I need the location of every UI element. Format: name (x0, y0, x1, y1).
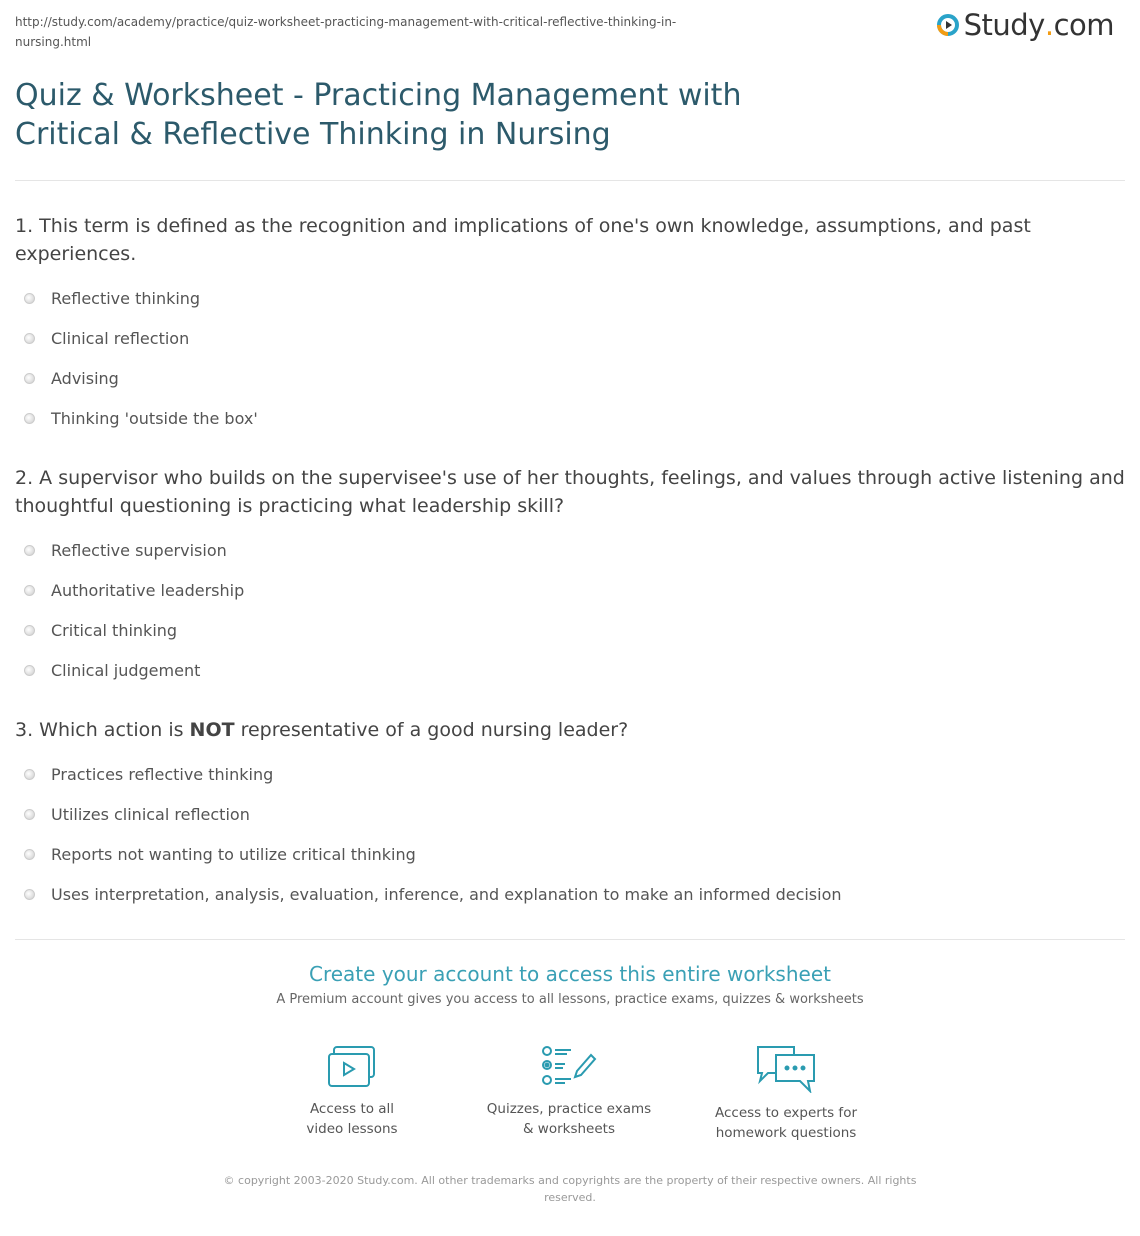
logo-dot: . (1044, 8, 1054, 42)
radio-icon[interactable] (24, 809, 35, 820)
radio-icon[interactable] (24, 769, 35, 780)
radio-icon[interactable] (24, 889, 35, 900)
option[interactable] (15, 834, 1125, 874)
radio-icon[interactable] (24, 333, 35, 344)
question-2 (15, 464, 1125, 690)
option[interactable] (15, 530, 1125, 570)
radio-icon[interactable] (24, 665, 35, 676)
page-url: http://study.com/academy/practice/quiz-worksheet-practicing-management-with-critical-reflective-thinking-in-nursing.html (15, 15, 677, 49)
question-text: 1. This term is defined as the recognition and implications of one's own knowledge, assumptions, and past experiences. (15, 215, 1031, 265)
radio-icon[interactable] (24, 293, 35, 304)
copyright-footer: © copyright 2003-2020 Study.com. All other trademarks and copyrights are the property of their respective owners. All rights reserved. (223, 1174, 917, 1204)
logo-text: Study (963, 8, 1045, 42)
divider (15, 180, 1125, 181)
option[interactable] (15, 358, 1125, 398)
radio-icon[interactable] (24, 625, 35, 636)
question-text-post: representative of a good nursing leader? (234, 719, 629, 741)
play-logo-icon (936, 13, 960, 37)
radio-icon[interactable] (24, 413, 35, 424)
option[interactable] (15, 754, 1125, 794)
feature-label: Quizzes, practice exams (486, 1101, 652, 1117)
option-label: Utilizes clinical reflection (51, 804, 250, 824)
quiz-list-icon (541, 1045, 597, 1089)
video-icon (327, 1045, 377, 1089)
option-label: Thinking 'outside the box' (51, 408, 258, 428)
radio-icon[interactable] (24, 849, 35, 860)
question-3 (15, 716, 1125, 914)
study-logo[interactable] (936, 8, 1114, 42)
option-label: Clinical reflection (51, 328, 190, 348)
option-label: Practices reflective thinking (51, 764, 274, 784)
option[interactable] (15, 650, 1125, 690)
option[interactable] (15, 398, 1125, 438)
question-text (15, 716, 1125, 744)
question-text: 2. A supervisor who builds on the supervisee's use of her thoughts, feelings, and values through active listening and thoughtful questioning is practicing what leadership skill? (15, 467, 1125, 517)
option-label: Advising (51, 368, 119, 388)
option-label: Reflective thinking (51, 288, 201, 308)
option-label: Uses interpretation, analysis, evaluation, inference, and explanation to make an informed decision (51, 884, 842, 904)
option[interactable] (15, 318, 1125, 358)
feature-experts (686, 1045, 886, 1143)
radio-icon[interactable] (24, 585, 35, 596)
option-label: Reflective supervision (51, 540, 227, 560)
chat-bubbles-icon (754, 1045, 818, 1093)
question-1 (15, 212, 1125, 438)
radio-icon[interactable] (24, 373, 35, 384)
feature-label: Access to experts for (714, 1105, 857, 1121)
feature-label: homework questions (715, 1125, 857, 1141)
feature-label: Access to all (309, 1101, 395, 1117)
option-label: Authoritative leadership (51, 580, 245, 600)
logo-suffix: com (1053, 8, 1114, 42)
option-label: Reports not wanting to utilize critical thinking (51, 844, 416, 864)
create-account-link[interactable]: Create your account to access this entire worksheet (309, 962, 831, 986)
page-title: Quiz & Worksheet - Practicing Management with Critical & Reflective Thinking in Nursing (15, 78, 742, 152)
question-text-pre: 3. Which action is (15, 719, 190, 741)
option[interactable] (15, 874, 1125, 914)
option-label: Clinical judgement (51, 660, 201, 680)
radio-icon[interactable] (24, 545, 35, 556)
divider (15, 939, 1125, 940)
feature-quizzes (469, 1045, 669, 1139)
feature-video-lessons (252, 1045, 452, 1139)
option[interactable] (15, 570, 1125, 610)
cta-subtitle: A Premium account gives you access to all lessons, practice exams, quizzes & worksheets (276, 992, 864, 1007)
option[interactable] (15, 610, 1125, 650)
option[interactable] (15, 794, 1125, 834)
option-label: Critical thinking (51, 620, 178, 640)
feature-label: video lessons (306, 1121, 398, 1137)
feature-label: & worksheets (522, 1121, 615, 1137)
question-emphasis: NOT (189, 719, 235, 741)
option[interactable] (15, 278, 1125, 318)
cta-section (0, 962, 1140, 1007)
